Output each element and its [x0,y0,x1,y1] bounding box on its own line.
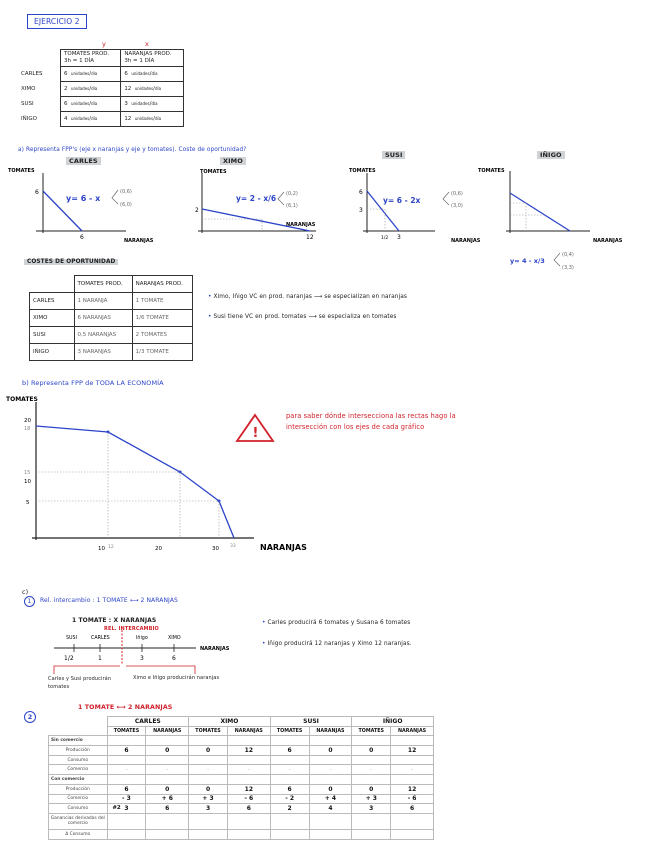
cell [189,813,228,829]
cell [309,736,352,746]
x-tick: 30 [212,546,219,552]
cell [146,813,189,829]
x-tick: 1/2 [381,236,389,241]
col-header: NARANJAS [391,726,434,736]
cell-value: - [206,766,210,774]
cell [309,804,352,814]
point-label: (6,0) [120,202,132,208]
cell [352,794,391,804]
cell [146,804,189,814]
cell [107,775,146,785]
cell [107,813,146,829]
y-tick: 5 [26,500,30,506]
item1-bullet: • Iñigo producirá 12 naranjas y Ximo 12 naranjas. [262,641,412,647]
cell [391,765,434,775]
cell [270,804,309,814]
cell [107,736,146,746]
point-label: (0,4) [562,252,574,258]
cell-value: 4 [328,805,333,813]
warning-text: para saber dónde intersecciona las rectas hago la intersección con los ejes de cada gráfico [286,412,456,431]
row-label: Comercio [49,794,108,804]
x-axis-label: NARANJAS [593,238,623,244]
cell: 4 unidades/día [61,112,121,127]
cell-value: 6 [124,746,129,754]
cell-mark: #2 [112,805,121,812]
cell-value: 6 [246,805,251,813]
cell [227,736,270,746]
cell: 6 unidades/día [61,67,121,82]
x-tick: 12 [306,234,314,241]
cell [107,765,146,775]
cell-value: 0 [165,746,170,754]
axis-label: NARANJAS [200,646,230,652]
cell [270,794,309,804]
x-tick: 3 [397,234,401,241]
x-tick: 33 [230,544,236,549]
svg-text:!: ! [252,426,259,441]
table-row [49,775,434,785]
x-tick: 10 [98,546,105,552]
value-label: 1/2 [64,655,74,662]
person-header: CARLES [107,717,189,727]
cell: 12 unidades/día [121,82,184,97]
cell-value: - 6 [244,795,254,803]
cell [391,736,434,746]
row-label: Producción [49,784,108,794]
brace [278,192,284,205]
cell [189,794,228,804]
col-header: TOMATES [107,726,146,736]
cell [146,829,189,839]
cell [270,765,309,775]
cell [227,775,270,785]
cell [309,775,352,785]
cell: 3 NARANJAS [74,344,132,361]
exercise-title: EJERCICIO 2 [27,14,87,29]
x-axis-label: NARANJAS [124,238,154,244]
cell [352,775,391,785]
graph-name-inigo: IÑIGO [537,151,565,159]
cell [352,765,391,775]
cell [309,746,352,756]
cell [146,784,189,794]
goods-header [49,726,434,736]
brace [443,192,449,205]
graph-name-carles: CARLES [66,157,101,165]
table-row [49,829,434,839]
x-axis-label: NARANJAS [451,238,481,244]
cell [227,794,270,804]
cell-value: 6 [410,805,415,813]
cell [309,765,352,775]
cell-value: 0 [205,746,211,754]
point-label: (0,2) [286,191,298,197]
cell-value: 0 [165,785,170,793]
y-tick: 10 [24,479,31,485]
cell-value: 0 [328,746,333,754]
cell-value: 0 [328,785,333,793]
diagram-title: 1 TOMATE : X NARANJAS [72,617,157,624]
y-letter: y [102,40,106,48]
cell: 6 unidades/día [61,97,121,112]
cell [189,804,228,814]
warning-icon [235,413,275,443]
row-label: SUSI [30,327,75,344]
cell-value: 6 [124,785,129,793]
y-tick: 2 [195,207,199,214]
cell-value: - [370,766,373,774]
cell-value: 0 [369,746,374,754]
cell [270,784,309,794]
oranges-header: NARANJAS PROD. 3h = 1 DÍA [121,50,184,67]
production-table-header [18,50,184,67]
person-header: XIMO [189,717,271,727]
cell [352,804,391,814]
row-label: Consumo [49,755,108,765]
cell: 2 TOMATES [132,327,192,344]
people-header [49,717,434,727]
row-label: CARLES [21,71,43,77]
graph-name-susi: SUSI [382,151,405,159]
fpp-line [36,426,234,538]
graph-name-ximo: XIMO [220,157,246,165]
cell-value: 2 [287,805,292,813]
cell [309,813,352,829]
table-row [49,794,434,804]
row-label: Sin comercio [49,736,108,746]
col-header: TOMATES [352,726,391,736]
tomatoes-header: TOMATES PROD. 3h = 1 DÍA [61,50,121,67]
x-tick: 20 [155,546,162,552]
right-note: Ximo e Iñigo producirán naranjas [133,675,220,681]
table-row [18,82,184,97]
cell-value: + 3 [365,795,377,803]
cell: 2 unidades/día [61,82,121,97]
row-label: Ganancias derivadas del comercio [49,813,108,829]
cell [391,813,434,829]
item2-title: 1 TOMATE ⟷ 2 NARANJAS [78,704,173,711]
table-row [49,746,434,756]
equation: y= 6 - x [66,194,101,203]
cell: 1 NARANJA [74,293,132,310]
value-label: 1 [98,655,102,662]
table-row [49,755,434,765]
table-row [18,67,184,82]
col-header: TOMATES [189,726,228,736]
cell [352,746,391,756]
cell [146,736,189,746]
graph-carles [8,163,158,248]
exchange-diagram [50,630,250,664]
cell-value: - [288,766,291,774]
cell [227,765,270,775]
table-row [18,97,184,112]
cell [391,794,434,804]
table-row [49,736,434,746]
cell [146,755,189,765]
person-label: CARLES [91,636,110,641]
person-label: SUSI [66,636,78,641]
cell-value: + 4 [324,795,337,803]
cell: 0,5 NARANJAS [74,327,132,344]
cell-value: + 6 [161,795,173,803]
cell-value: 3 [369,805,374,813]
cell: 6 unidades/día [121,67,184,82]
cell [189,746,228,756]
y-axis-label: TOMATES [8,168,35,174]
equation: y= 4 - x/3 [510,257,545,265]
cell [270,746,309,756]
row-label: IÑIGO [21,116,37,122]
row-label: IÑIGO [30,344,75,361]
costes-note: • Ximo, Iñigo VC en prod. naranjas ⟶ se especializan en naranjas [208,294,408,300]
cell [107,746,146,756]
cell [391,775,434,785]
trade-table-body [49,736,434,839]
cell: TOMATES PROD. [74,276,132,293]
section-b-title: b) Representa FPP de TODA LA ECONOMÍA [22,379,164,387]
cell-value: - [411,766,414,774]
graph-ximo [178,163,328,248]
cell-value: 3 [124,805,129,813]
cell [146,765,189,775]
cell [107,755,146,765]
cell-value: 12 [244,746,254,754]
brace [112,190,118,204]
graph-economy [4,390,334,560]
y-axis-label: TOMATES [478,168,505,174]
cell [309,784,352,794]
item1-number: 1 [24,596,35,607]
cell [309,794,352,804]
row-label: SUSI [21,101,34,107]
cell [189,765,228,775]
section-a-title: a) Representa FPP's (eje x naranjas y eje y tomates). Coste de oportunidad? [18,147,247,153]
cell [270,755,309,765]
cell [270,775,309,785]
cell-value: 12 [407,785,417,793]
cell-value: - 2 [285,795,295,803]
costes-note: • Susi tiene VC en prod. tomates ⟶ se especializa en tomates [208,314,397,320]
y-tick: 3 [359,207,363,214]
x-letter: x [145,40,149,48]
cell [270,813,309,829]
item1-bullet: • Carles producirá 6 tomates y Susana 6 tomates [262,620,411,626]
cell [391,755,434,765]
y-tick: 15 [24,470,31,476]
cell: 1/6 TOMATE [132,310,192,327]
cell [107,804,146,814]
cell-value: - [166,766,169,774]
cell [352,755,391,765]
rel-intercambio-label: REL. INTERCAMBIO [104,626,159,632]
person-header: IÑIGO [352,717,434,727]
cell [146,746,189,756]
cell [189,829,228,839]
trade-table [48,716,434,840]
point-label: (3,0) [451,203,463,209]
cell-value: 0 [205,785,211,793]
cell-value: 6 [165,805,170,813]
graph-inigo [478,163,646,275]
cell [189,755,228,765]
point-label: (3,3) [562,265,574,271]
cell [107,784,146,794]
point-label: (0,6) [451,191,463,197]
cell [227,813,270,829]
equation: y= 2 - x/6 [236,194,277,203]
cell [146,794,189,804]
y-tick: 20 [24,418,31,424]
value-label: 6 [172,655,176,662]
costes-header [30,276,193,293]
cell [189,736,228,746]
item2-number: 2 [24,711,36,723]
cell [352,736,391,746]
cell-value: - 6 [407,795,417,803]
cell-value: 12 [407,746,417,754]
col-header: TOMATES [270,726,309,736]
value-label: 3 [140,655,144,662]
table-row [49,784,434,794]
y-tick: 6 [359,189,363,196]
row-label: CARLES [30,293,75,310]
left-note: Carles y Susi producirán tomates [48,676,112,690]
x-tick: 12 [108,545,114,550]
brace [554,253,560,266]
cell [309,829,352,839]
cell [391,804,434,814]
table-row [49,765,434,775]
table-row [30,327,193,344]
cell [227,755,270,765]
cell [227,784,270,794]
fpp-line [510,193,570,231]
person-label: Iñigo [136,636,148,641]
cell [227,746,270,756]
row-label: Consumo [49,804,108,814]
y-tick: 6 [35,189,39,196]
point-label: (0,6) [120,189,132,195]
col-header: NARANJAS [309,726,352,736]
cell-value: 0 [369,785,374,793]
row-label: XIMO [21,86,36,92]
cell-value: 6 [287,746,292,754]
point-label: (6,1) [286,203,298,209]
row-label: Δ Consumo [49,829,108,839]
x-tick: 6 [80,234,84,241]
row-label: Comercio [49,765,108,775]
cell-value: - [329,766,332,774]
cell-value: - 3 [122,795,131,803]
y-tick: 18 [24,426,31,432]
cell [352,829,391,839]
cell: 1/3 TOMATE [132,344,192,361]
cell: NARANJAS PROD. [132,276,192,293]
col-header: NARANJAS [146,726,189,736]
cell-value: - [125,766,128,774]
cell [189,784,228,794]
cell [391,784,434,794]
cell: 6 NARANJAS [74,310,132,327]
table-row [49,804,434,814]
cell: 1 TOMATE [132,293,192,310]
cell [189,775,228,785]
cell [391,829,434,839]
cell [107,794,146,804]
cell-value: - [247,766,250,774]
table-row [18,112,184,127]
cell [352,813,391,829]
y-axis-label: TOMATES [200,169,227,175]
col-header: NARANJAS [227,726,270,736]
costes-table [29,275,193,361]
row-label: Producción [49,746,108,756]
costes-title: COSTES DE OPORTUNIDAD [24,259,118,265]
cell [227,829,270,839]
cell [352,784,391,794]
table-row [49,813,434,829]
person-label: XIMO [168,636,181,641]
table-row [30,344,193,361]
cell [309,755,352,765]
graph-susi [345,163,495,248]
row-label: Con comercio [49,775,108,785]
note-arrows [50,662,210,676]
table-row [30,310,193,327]
cell [227,804,270,814]
cell-value: 12 [244,785,254,793]
cell [146,775,189,785]
cell [270,736,309,746]
production-table [18,49,184,127]
cell-value: 3 [205,805,211,813]
cell [107,829,146,839]
y-axis-label: TOMATES [6,396,38,403]
x-axis-label: NARANJAS [260,543,307,552]
cell [270,829,309,839]
x-axis-label: NARANJAS [286,222,316,228]
equation: y= 6 - 2x [383,196,421,205]
cell-value: 6 [287,785,292,793]
person-header: SUSI [270,717,352,727]
section-c-label: c) [22,588,29,596]
cell: 12 unidades/día [121,112,184,127]
y-axis-label: TOMATES [349,168,376,174]
item1-title: Rel. intercambio : 1 TOMATE ⟷ 2 NARANJAS [40,597,178,604]
table-row [30,293,193,310]
cell-value: + 3 [202,795,214,803]
cell [391,746,434,756]
row-label: XIMO [30,310,75,327]
cell: 3 unidades/día [121,97,184,112]
